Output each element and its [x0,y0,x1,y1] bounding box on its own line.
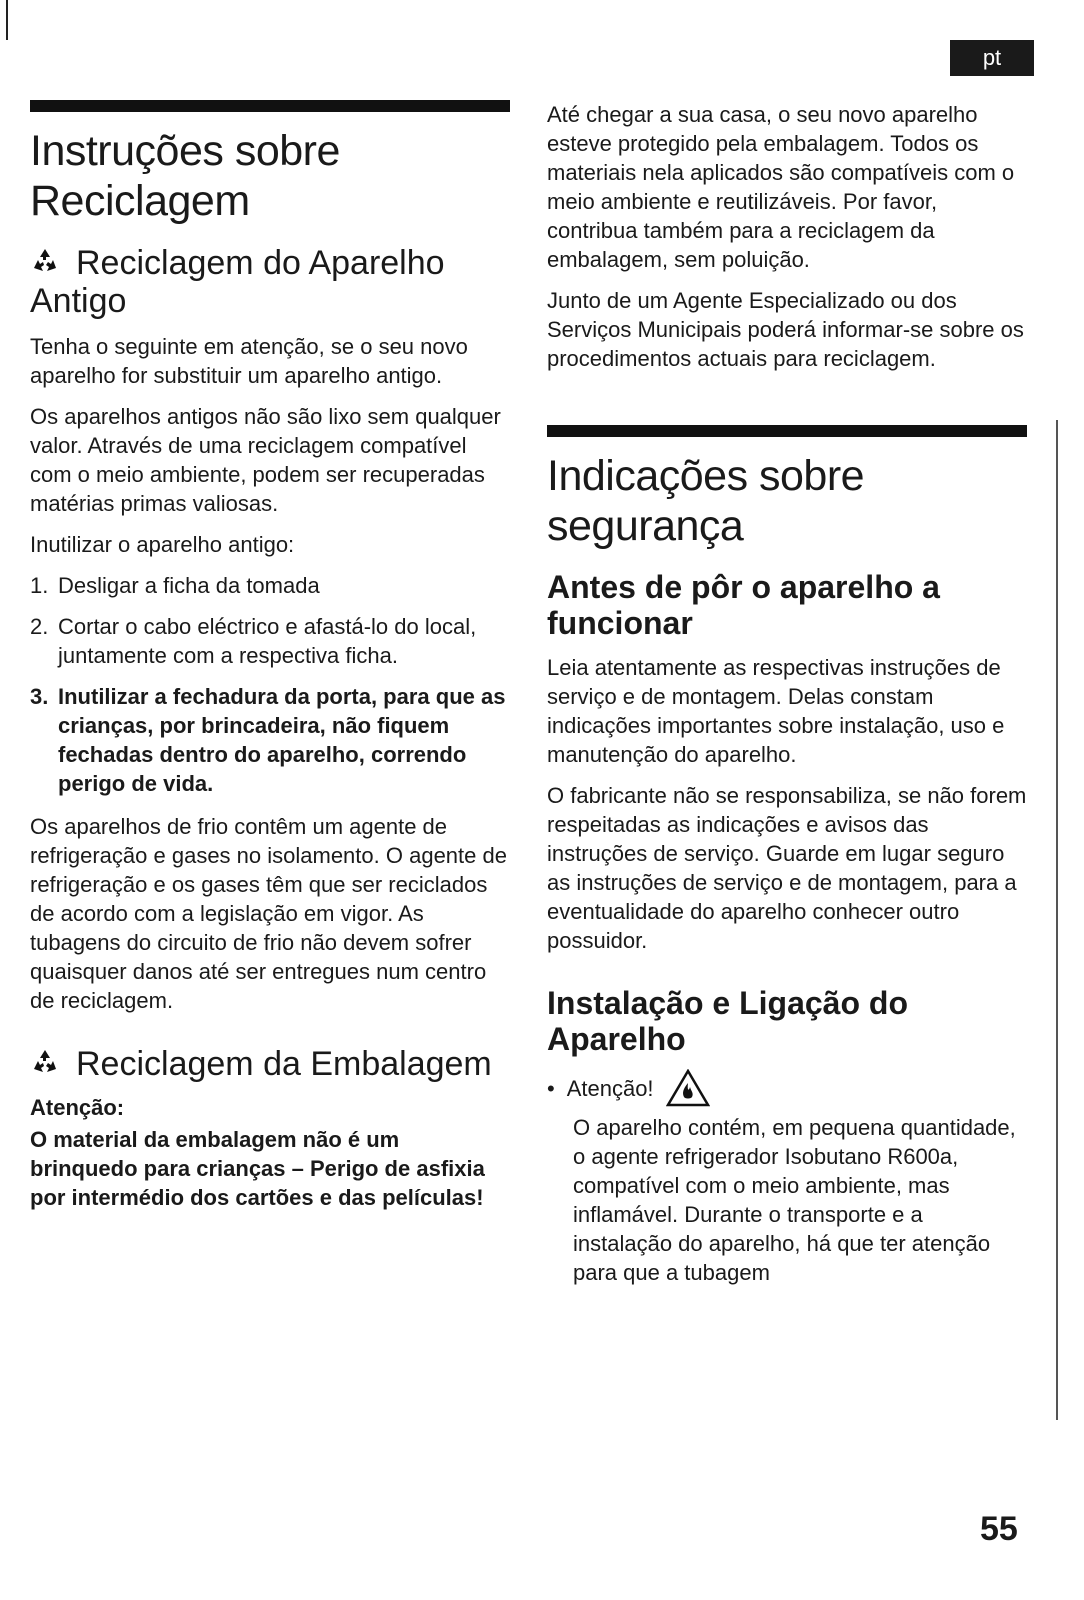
section-rule [547,425,1027,437]
paragraph: Os aparelhos antigos não são lixo sem qualquer valor. Através de uma reciclagem compatível com o meio ambiente, podem ser recuperadas matérias primas valiosas. [30,404,501,516]
paragraph: Tenha o seguinte em atenção, se o seu novo aparelho for substituir um aparelho antigo. [30,334,468,388]
paragraph: Leia atentamente as respectivas instruções de serviço e de montagem. Delas constam indicações importantes sobre instalação, uso e manutenção do aparelho. [547,655,1005,767]
paragraph: O aparelho contém, em pequena quantidade, o agente refrigerador Isobutano R600a, compatível com o meio ambiente, mas inflamável. Durante o transporte e a instalação do aparelho, há que ter atenção para que a tubagem [573,1115,1016,1285]
steps-list [30,571,510,798]
flammable-warning-icon [666,1069,710,1107]
bullet-dot: • [547,1075,555,1101]
paragraph: Inutilizar o aparelho antigo: [30,532,295,557]
paragraph: Os aparelhos de frio contêm um agente de refrigeração e gases no isolamento. O agente de refrigeração e os gases têm que ser reciclados de acordo com a legislação em vigor. As tubagens do circuito de frio não devem sofrer quaisquer danos até ser entregues num centro de reciclagem. [30,814,507,1013]
language-tab: pt [950,40,1034,76]
scan-edge-left [6,0,8,40]
list-item: 3. Inutilizar a fechadura da porta, para que as crianças, por brincadeira, não fiquem fechadas dentro do aparelho, correndo perigo de vida. [30,684,506,796]
attention-label: Atenção: [30,1095,125,1120]
warning-text: O material da embalagem não é um brinquedo para crianças – Perigo de asfixia por intermédio dos cartões e das películas! [30,1127,485,1210]
right-column [547,100,1027,1299]
scan-edge-right [1056,420,1058,1420]
page-title: Instruções sobre Reciclagem [30,127,340,225]
recycle-icon [30,1047,60,1077]
section-heading-packaging [30,1045,510,1083]
list-item: 1. Desligar a ficha da tomada [30,573,320,598]
list-item: 2. Cortar o cabo eléctrico e afastá-lo do local, juntamente com a respectiva ficha. [30,614,477,668]
subsection-heading: Antes de pôr o aparelho a funcionar [547,569,940,641]
bullet-text: Atenção! [566,1075,654,1101]
paragraph: O fabricante não se responsabiliza, se não forem respeitadas as indicações e avisos das instruções de serviço. Guarde em lugar seguro as instruções de serviço e de montagem, para a eventualidade do aparelho conhecer outro possuidor. [547,783,1027,953]
page-number: 55 [980,1510,1018,1548]
section-rule [30,100,510,112]
left-column [30,100,510,1224]
section-title-safety: Indicações sobre segurança [547,452,865,550]
section-heading-old-appliance [30,244,510,320]
section-heading-text: Reciclagem da Embalagem [76,1045,492,1083]
recycle-icon [30,246,60,276]
bullet-item [547,1069,1027,1107]
subsection-heading: Instalação e Ligação do Aparelho [547,985,908,1057]
section-heading-text: Reciclagem do Aparelho Antigo [30,244,445,320]
paragraph: Até chegar a sua casa, o seu novo aparelho esteve protegido pela embalagem. Todos os materiais nela aplicados são compatíveis com o meio ambiente e reutilizáveis. Por favor, contribua também para a reciclagem da embalagem, sem poluição. [547,102,1015,272]
paragraph: Junto de um Agente Especializado ou dos Serviços Municipais poderá informar-se sobre os procedimentos actuais para reciclagem. [547,288,1024,371]
